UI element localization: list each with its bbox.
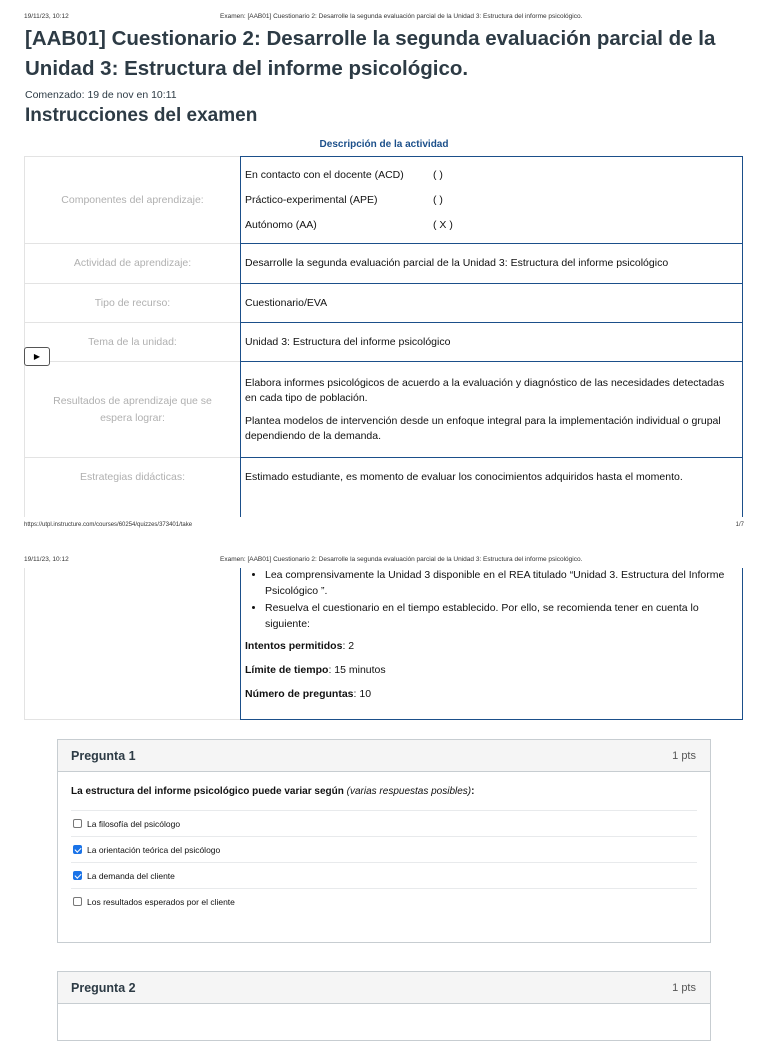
row-value: Desarrolle la segunda evaluación parcial de la Unidad 3: Estructura del informe psicológico bbox=[240, 243, 743, 283]
strategy-item: • Resuelva el cuestionario en el tiempo establecido. Por ello, se recomienda tener en cuenta lo siguiente: bbox=[265, 601, 738, 632]
print-date: 19/11/23, 10:12 bbox=[24, 556, 69, 563]
row-value: Estimado estudiante, es momento de evaluar los conocimientos adquiridos hasta el momento. bbox=[240, 457, 743, 517]
table-caption: Descripción de la actividad bbox=[319, 139, 449, 150]
checkbox[interactable] bbox=[73, 819, 82, 828]
outcome-paragraph: Plantea modelos de intervención desde un enfoque integral para la implementación individual o grupal dependiendo de la demanda. bbox=[245, 414, 721, 442]
question-title: Pregunta 2 bbox=[71, 980, 136, 995]
strategy-list bbox=[245, 568, 738, 632]
component-item bbox=[245, 188, 738, 213]
component-item bbox=[245, 213, 738, 238]
row-outcomes bbox=[24, 361, 743, 457]
checkbox[interactable] bbox=[73, 871, 82, 880]
row-label: Estrategias didácticas: bbox=[24, 457, 240, 517]
time-label: Límite de tiempo bbox=[245, 664, 329, 676]
row-value bbox=[240, 156, 743, 243]
instructions-heading: Instrucciones del examen bbox=[25, 105, 258, 126]
component-name: Práctico-experimental (APE) bbox=[245, 193, 378, 206]
checkbox[interactable] bbox=[73, 897, 82, 906]
row-label: Resultados de aprendizaje que se espera lograr: bbox=[24, 361, 240, 457]
question-points: 1 pts bbox=[672, 749, 696, 762]
row-value: Cuestionario/EVA bbox=[240, 283, 743, 322]
question-points: 1 pts bbox=[672, 981, 696, 994]
component-name: En contacto con el docente (ACD) bbox=[245, 168, 404, 181]
print-url: https://utpl.instructure.com/courses/60254/quizzes/373401/take bbox=[24, 522, 193, 528]
questions-label: Número de preguntas bbox=[245, 688, 354, 700]
question-body bbox=[58, 772, 710, 926]
time-limit bbox=[245, 663, 738, 678]
question-header bbox=[58, 972, 710, 1004]
quiz-title: [AAB01] Cuestionario 2: Desarrolle la segunda evaluación parcial de la Unidad 3: Estructura del informe psicológico. bbox=[25, 27, 716, 80]
print-page-number: 1/7 bbox=[735, 522, 744, 528]
print-title: Examen: [AAB01] Cuestionario 2: Desarrolle la segunda evaluación parcial de la Unidad 3: Estructura del informe psicológico. bbox=[220, 556, 583, 563]
answer-label: Los resultados esperados por el cliente bbox=[87, 896, 235, 907]
attempts-allowed bbox=[245, 639, 738, 654]
answer-option[interactable] bbox=[71, 862, 697, 888]
component-name: Autónomo (AA) bbox=[245, 218, 317, 231]
component-mark: ( ) bbox=[433, 168, 443, 181]
strategy-item: • Lea comprensivamente la Unidad 3 disponible en el REA titulado “Unidad 3. Estructura del Informe Psicológico ”. bbox=[265, 568, 738, 599]
strategies-continued bbox=[240, 568, 743, 720]
row-resource bbox=[24, 283, 743, 322]
row-unit-topic bbox=[24, 322, 743, 361]
row-value: Unidad 3: Estructura del informe psicológico bbox=[240, 322, 743, 361]
started-timestamp: Comenzado: 19 de nov en 10:11 bbox=[25, 89, 177, 101]
question-title: Pregunta 1 bbox=[71, 748, 136, 763]
checkbox[interactable] bbox=[73, 845, 82, 854]
question-prompt: La estructura del informe psicológico puede variar según bbox=[71, 786, 344, 797]
attempts-value: : 2 bbox=[342, 640, 355, 652]
row-label: Tema de la unidad: bbox=[24, 322, 240, 361]
play-triangle-icon: ▶ bbox=[33, 352, 41, 361]
row-label: Actividad de aprendizaje: bbox=[24, 243, 240, 283]
print-date: 19/11/23, 10:12 bbox=[24, 13, 69, 20]
questions-value: : 10 bbox=[353, 688, 372, 700]
row-label: Componentes del aprendizaje: bbox=[24, 156, 240, 243]
attempts-label: Intentos permitidos bbox=[245, 640, 343, 652]
question-count bbox=[245, 687, 738, 702]
time-value: : 15 minutos bbox=[328, 664, 386, 676]
component-mark: ( X ) bbox=[433, 218, 453, 231]
expand-button[interactable] bbox=[24, 347, 50, 366]
component-mark: ( ) bbox=[433, 193, 443, 206]
question-trail: : bbox=[471, 786, 475, 797]
answer-label: La demanda del cliente bbox=[87, 870, 175, 881]
print-title: Examen: [AAB01] Cuestionario 2: Desarrolle la segunda evaluación parcial de la Unidad 3: Estructura del informe psicológico. bbox=[220, 13, 583, 20]
answer-option[interactable] bbox=[71, 836, 697, 862]
answer-option[interactable] bbox=[71, 810, 697, 836]
question-card bbox=[57, 971, 711, 1041]
outcome-paragraph: Elabora informes psicológicos de acuerdo a la evaluación y diagnóstico de las necesidades detectadas en cada tipo de población. bbox=[245, 376, 725, 404]
row-activity bbox=[24, 243, 743, 283]
question-card bbox=[57, 739, 711, 943]
row-strategies bbox=[24, 457, 743, 517]
component-item bbox=[245, 163, 738, 188]
question-header bbox=[58, 740, 710, 772]
strategies-label-cell bbox=[24, 568, 240, 720]
row-value bbox=[240, 361, 743, 457]
answer-option[interactable] bbox=[71, 888, 697, 914]
question-hint: (varias respuestas posibles) bbox=[346, 786, 472, 797]
row-components bbox=[24, 156, 743, 243]
answer-label: La filosofía del psicólogo bbox=[87, 818, 181, 829]
row-label: Tipo de recurso: bbox=[24, 283, 240, 322]
question-text bbox=[71, 786, 697, 797]
answer-label: La orientación teórica del psicólogo bbox=[87, 844, 221, 855]
